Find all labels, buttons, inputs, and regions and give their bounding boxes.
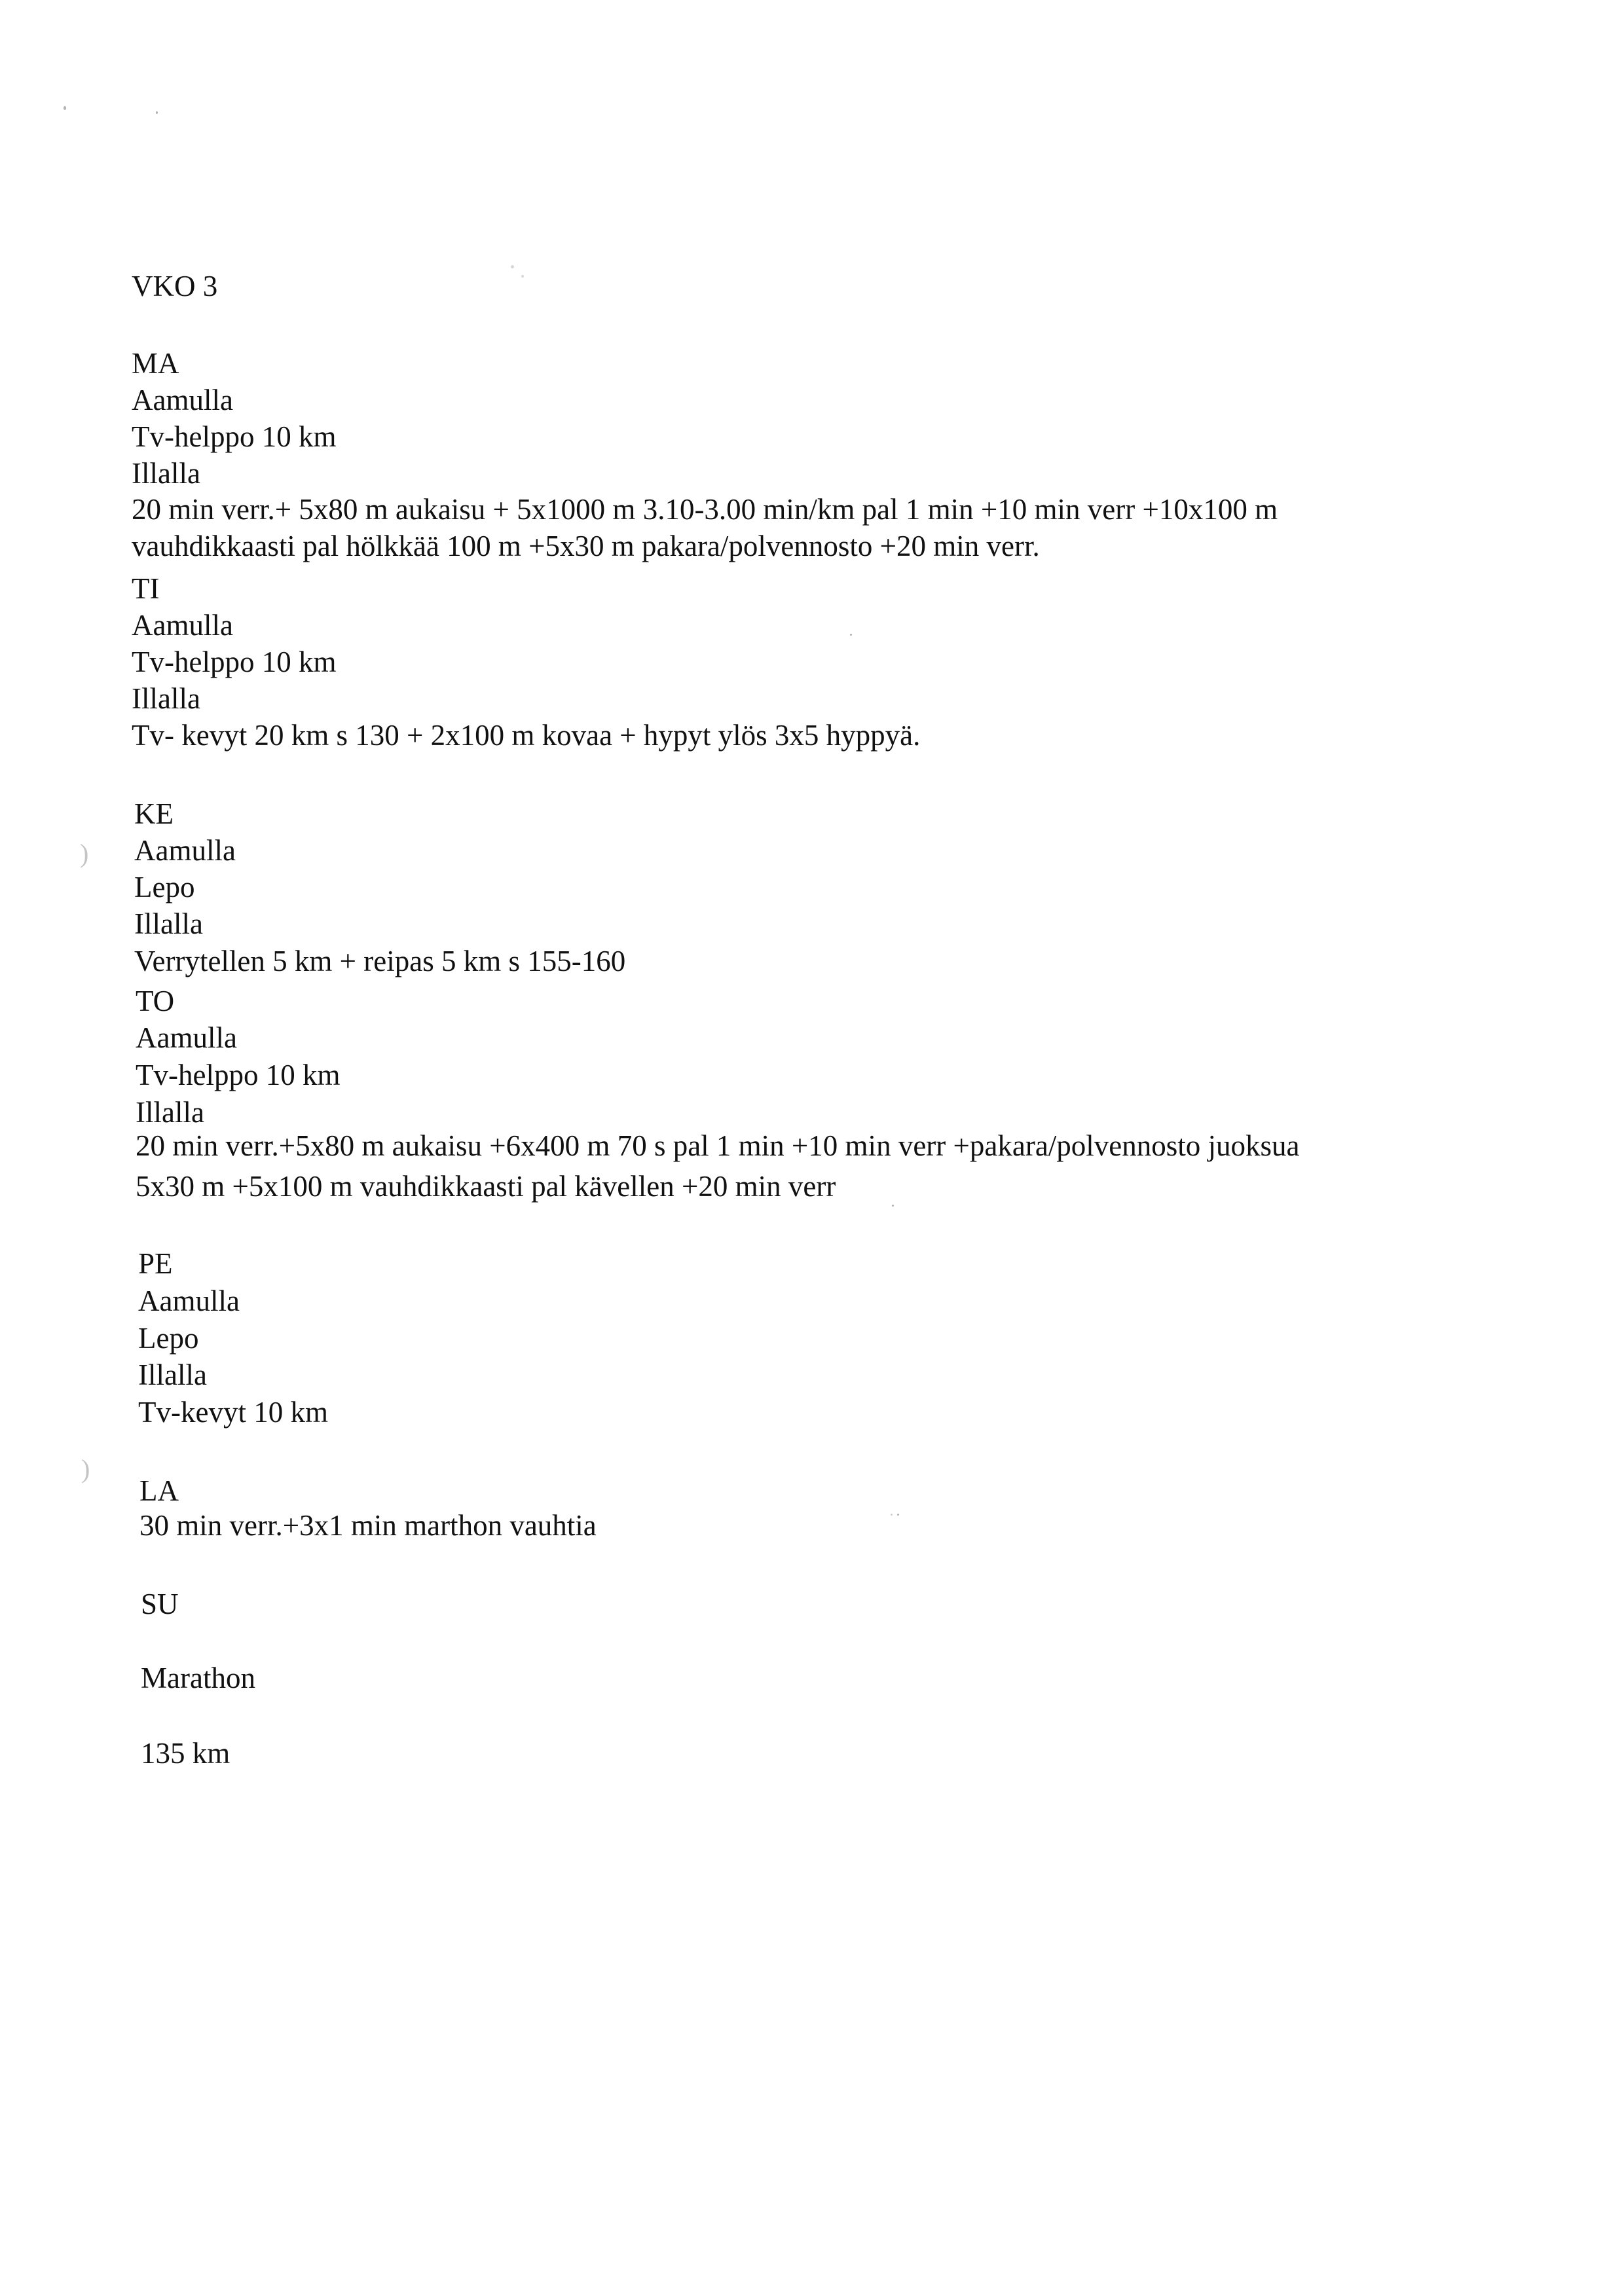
- evening-session: Tv-kevyt 10 km: [138, 1396, 328, 1429]
- evening-session: Verrytellen 5 km + reipas 5 km s 155-160: [134, 945, 626, 977]
- week-title: VKO 3: [132, 270, 218, 302]
- morning-session: Tv-helppo 10 km: [132, 420, 337, 453]
- evening-label: Illalla: [132, 682, 200, 715]
- evening-session-line: 20 min verr.+5x80 m aukaisu +6x400 m 70 s pal 1 min +10 min verr +pakara/polvennosto juoksua: [136, 1129, 1300, 1162]
- scan-speck: [64, 106, 66, 110]
- scan-speck: [521, 275, 524, 278]
- morning-label: Aamulla: [136, 1021, 237, 1054]
- evening-session-line: 20 min verr.+ 5x80 m aukaisu + 5x1000 m 3.10-3.00 min/km pal 1 min +10 min verr +10x100 m: [132, 493, 1278, 526]
- evening-label: Illalla: [132, 457, 200, 490]
- morning-label: Aamulla: [134, 834, 236, 867]
- day-label-ti: TI: [132, 572, 160, 605]
- day-label-pe: PE: [138, 1247, 173, 1280]
- evening-label: Illalla: [136, 1096, 204, 1129]
- morning-label: Aamulla: [132, 384, 233, 416]
- morning-label: Aamulla: [132, 609, 233, 642]
- scan-margin-mark: ): [81, 1454, 90, 1484]
- morning-session: Lepo: [134, 871, 195, 903]
- scan-margin-mark: ): [80, 839, 89, 868]
- scan-speck: [511, 265, 514, 268]
- morning-label: Aamulla: [138, 1285, 240, 1317]
- evening-label: Illalla: [134, 907, 203, 940]
- scan-speck: [850, 634, 852, 636]
- scan-speck: [897, 1514, 899, 1516]
- scan-speck: [891, 1514, 893, 1516]
- morning-session: Tv-helppo 10 km: [132, 646, 337, 678]
- scan-speck: [156, 111, 158, 114]
- day-label-la: LA: [139, 1474, 179, 1507]
- morning-session: Tv-helppo 10 km: [136, 1059, 341, 1091]
- evening-session-line: vauhdikkaasti pal hölkkää 100 m +5x30 m pakara/polvennosto +20 min verr.: [132, 530, 1040, 562]
- weekly-total: 135 km: [141, 1737, 231, 1770]
- day-label-su: SU: [141, 1588, 179, 1620]
- scan-speck: [892, 1205, 894, 1207]
- day-label-to: TO: [136, 985, 175, 1017]
- day-session: 30 min verr.+3x1 min marthon vauhtia: [139, 1509, 597, 1542]
- day-session: Marathon: [141, 1662, 255, 1694]
- evening-label: Illalla: [138, 1358, 207, 1391]
- evening-session-line: 5x30 m +5x100 m vauhdikkaasti pal kävellen +20 min verr: [136, 1170, 836, 1203]
- day-label-ke: KE: [134, 797, 174, 830]
- morning-session: Lepo: [138, 1322, 199, 1355]
- evening-session: Tv- kevyt 20 km s 130 + 2x100 m kovaa + hypyt ylös 3x5 hyppyä.: [132, 719, 921, 752]
- day-label-ma: MA: [132, 347, 179, 380]
